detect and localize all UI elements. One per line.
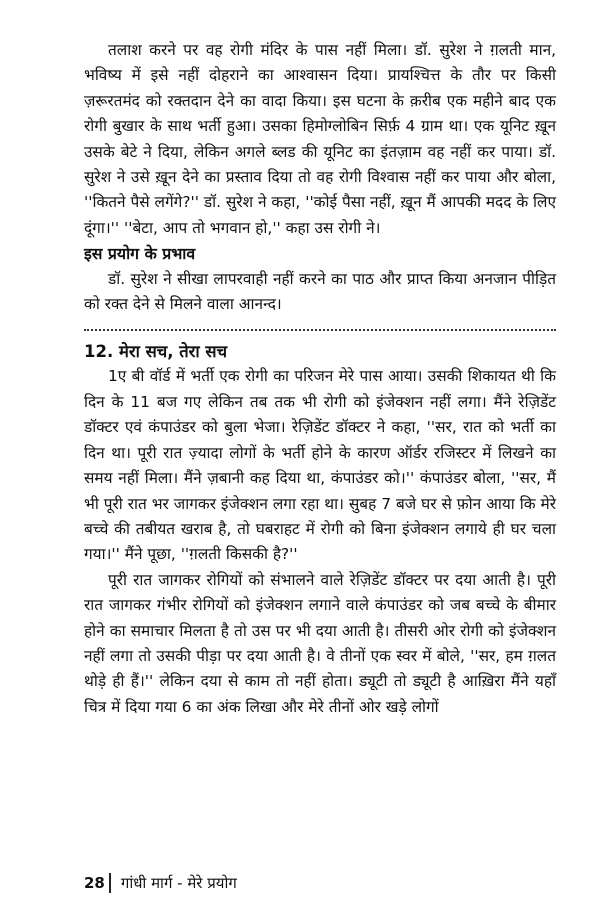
paragraph-2: डॉ. सुरेश ने सीखा लापरवाही नहीं करने का पाठ और प्राप्त किया अनजान पीड़ित को रक्त देने से मिलने वाला आनन्द।	[84, 269, 556, 314]
paragraph-1: तलाश करने पर वह रोगी मंदिर के पास नहीं मिला। डॉ. सुरेश ने ग़लती मान, भविष्य में इसे नहीं दोहराने का आश्वासन दिया। प्रायश्चित्त के तौर पर किसी ज़रूरतमंद को रक्तदान देने का वादा किया। इस घटना के क़रीब एक महीने बाद एक रोगी बुखार के साथ भर्ती हुआ। उसका हिमोग्लोबिन सिर्फ़ 4 ग्राम था। एक यूनिट ख़ून उसके बेटे ने दिया, लेकिन अगले ब्लड की यूनिट का इंतज़ाम वह नहीं कर पाया। डॉ. सुरेश ने उसे ख़ून देने का प्रस्ताव दिया तो वह रोगी विश्वास नहीं कर पाया और बोला, ''कितने पैसे लगेंगे?'' डॉ. सुरेश ने कहा, ''कोई पैसा नहीं, ख़ून मैं आपकी मदद के लिए दूंगा।'' ''बेटा, आप तो भगवान हो,'' कहा उस रोगी ने।	[84, 41, 556, 237]
running-title: गांधी मार्ग - मेरे प्रयोग	[120, 874, 237, 892]
paragraph-3: 1ए बी वॉर्ड में भर्ती एक रोगी का परिजन मेरे पास आया। उसकी शिकायत थी कि दिन के 11 बज गए लेकिन तब तक भी रोगी को इंजेक्शन नहीं लगा। मैंने रेज़िडेंट डॉक्टर एवं कंपाउंडर को बुला भेजा। रेज़िडेंट डॉक्टर ने कहा, ''सर, रात को भर्ती का दिन था। पूरी रात ज़्यादा लोगों के भर्ती होने के कारण ऑर्डर रजिस्टर में लिखने का समय नहीं मिला। मैंने ज़बानी कह दिया था, कंपाउंडर को।'' कंपाउंडर बोला, ''सर, मैं भी पूरी रात भर जागकर इंजेक्शन लगा रहा था। सुबह 7 बजे घर से फ़ोन आया कि मेरे बच्चे की तबीयत खराब है, तो घबराहट में रोगी को बिना इंजेक्शन लगाये ही घर चला गया।'' मैंने पूछा, ''ग़लती किसकी है?''	[84, 367, 556, 564]
section-divider	[84, 329, 556, 331]
subheading-effects: इस प्रयोग के प्रभाव	[84, 244, 196, 264]
paragraph-4: पूरी रात जागकर रोगियों को संभालने वाले रेज़िडेंट डॉक्टर पर दया आती है। पूरी रात जागकर गंभीर रोगियों को इंजेक्शन लगाने वाले कंपाउंडर को जब बच्चे के बीमार होने का समाचार मिलता है तो उस पर भी दया आती है। तीसरी ओर रोगी को इंजेक्शन नहीं लगा तो उसकी पीड़ा पर दया आती है। वे तीनों एक स्वर में बोले, ''सर, हम ग़लत थोड़े ही हैं।'' लेकिन दया से काम तो नहीं होता। ड्यूटी तो ड्यूटी है आख़िरा मैंने यहाँ चित्र में दिया गया 6 का अंक लिखा और मेरे तीनों ओर खड़े लोगों	[84, 570, 556, 716]
page-footer	[84, 872, 556, 894]
page-number: 28	[84, 873, 111, 893]
page-body	[84, 38, 556, 720]
section-title: 12. मेरा सच, तेरा सच	[84, 342, 228, 362]
